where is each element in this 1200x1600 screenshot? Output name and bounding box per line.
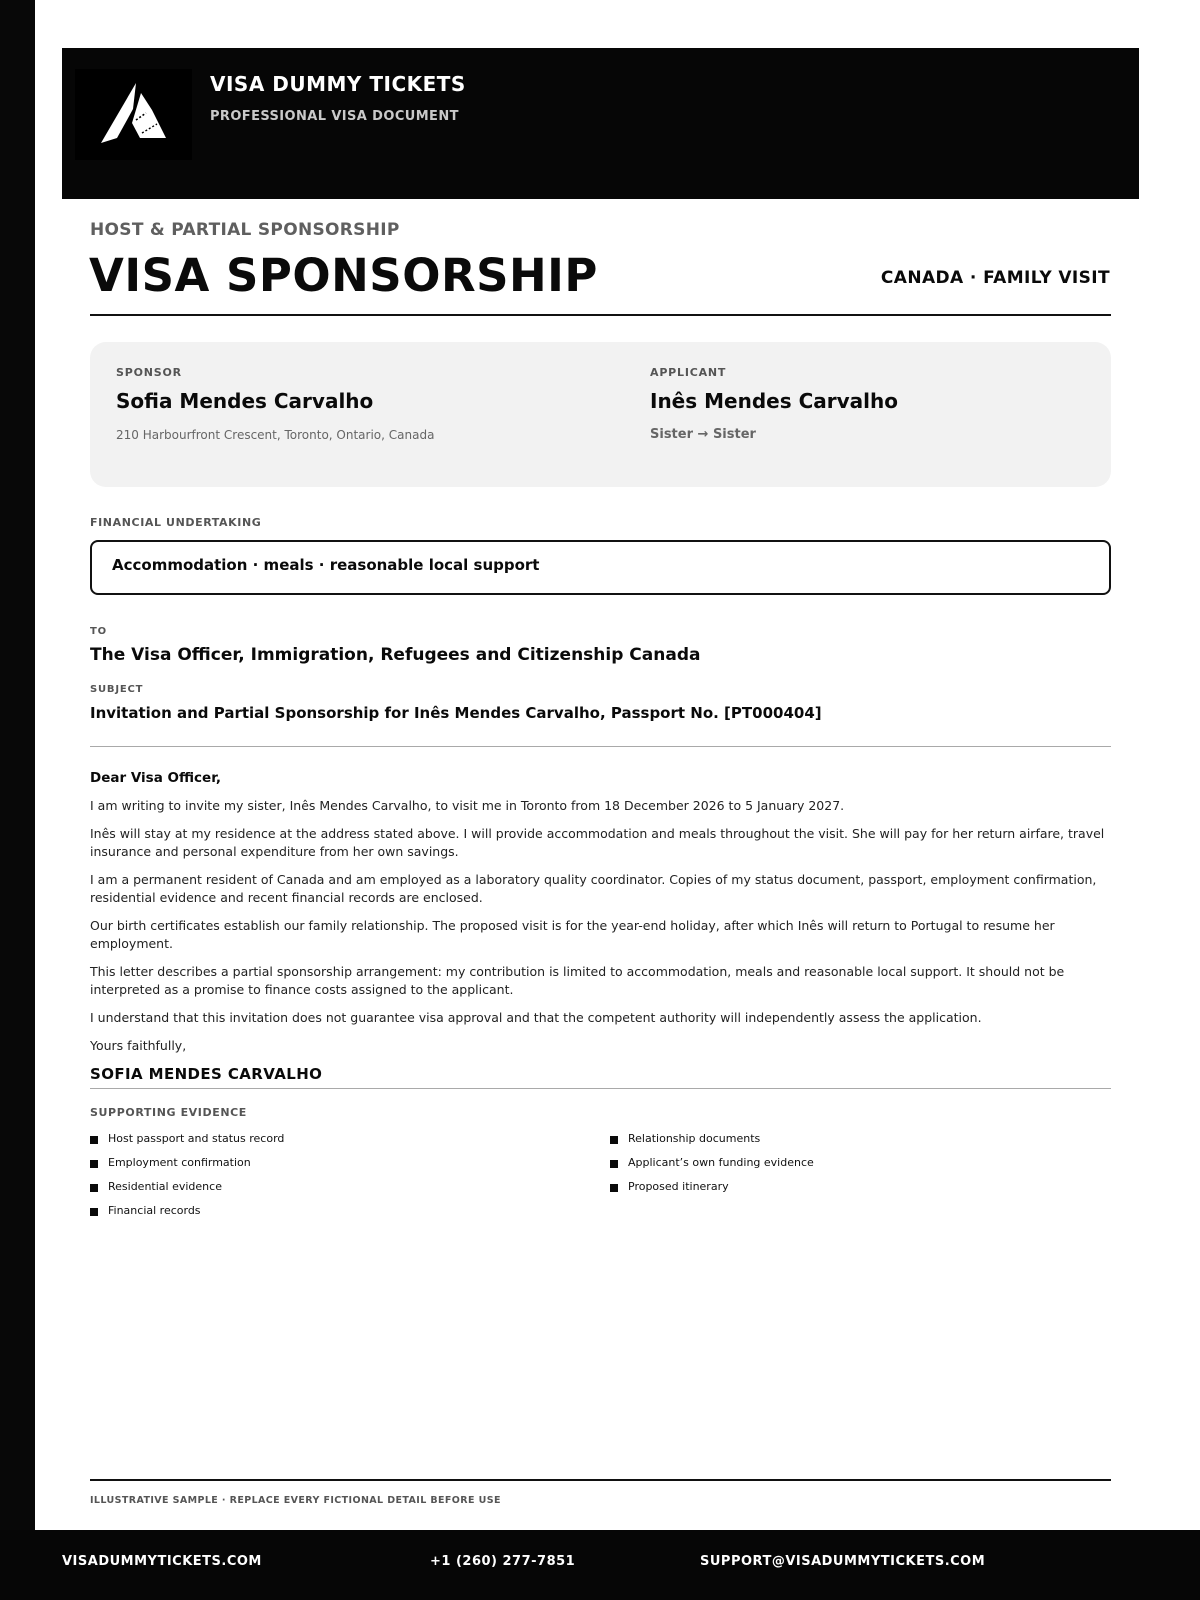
signature-name: SOFIA MENDES CARVALHO: [90, 1065, 323, 1083]
evidence-divider: [90, 1088, 1111, 1089]
letter-paragraph: I am a permanent resident of Canada and am employed as a laboratory quality coordinator. Copies of my status document, passport, employment confirmation, residential evidence and recent financial records are enclosed.: [90, 872, 1097, 905]
evidence-text: Host passport and status record: [108, 1132, 285, 1145]
letter-paragraph: Our birth certificates establish our family relationship. The proposed visit is for the year-end holiday, after which Inês will return to Portugal to resume her employment.: [90, 918, 1055, 951]
evidence-list-left: [90, 1131, 284, 1227]
website-link[interactable]: VISADUMMYTICKETS.COM: [62, 1554, 262, 1569]
letter-paragraph: I am writing to invite my sister, Inês Mendes Carvalho, to visit me in Toronto from 18 December 2026 to 5 January 2027.: [90, 798, 845, 813]
sponsor-block: [116, 366, 434, 442]
bullet-icon: [610, 1160, 618, 1168]
brand-tagline: PROFESSIONAL VISA DOCUMENT: [210, 109, 459, 124]
bullet-icon: [610, 1136, 618, 1144]
applicant-label: APPLICANT: [650, 366, 727, 379]
to-label: TO: [90, 626, 107, 637]
bullet-icon: [90, 1184, 98, 1192]
subject-line: Invitation and Partial Sponsorship for Inês Mendes Carvalho, Passport No. [PT000404]: [90, 704, 822, 722]
letter-body: [90, 769, 1111, 1083]
document-destination: CANADA · FAMILY VISIT: [880, 268, 1110, 288]
document-kicker: HOST & PARTIAL SPONSORSHIP: [90, 220, 400, 240]
phone-link[interactable]: +1 (260) 277-7851: [430, 1554, 576, 1569]
sponsor-name: Sofia Mendes Carvalho: [116, 389, 374, 413]
sponsor-label: SPONSOR: [116, 366, 182, 379]
list-item: [90, 1179, 284, 1203]
evidence-text: Relationship documents: [628, 1132, 761, 1145]
list-item: [90, 1203, 284, 1227]
bullet-icon: [90, 1160, 98, 1168]
undertaking-text: Accommodation · meals · reasonable local support: [112, 556, 540, 574]
bullet-icon: [610, 1184, 618, 1192]
letter-paragraph: This letter describes a partial sponsorship arrangement: my contribution is limited to accommodation, meals and reasonable local support. It should not be interpreted as a promise to finance costs assigned to the applicant.: [90, 964, 1065, 997]
salutation: Dear Visa Officer,: [90, 770, 222, 786]
letter-paragraph: I understand that this invitation does not guarantee visa approval and that the competent authority will independently assess the application.: [90, 1010, 982, 1025]
bullet-icon: [90, 1136, 98, 1144]
left-accent-bar: [0, 0, 35, 1600]
list-item: [90, 1131, 284, 1155]
disclaimer-note: ILLUSTRATIVE SAMPLE · REPLACE EVERY FICTIONAL DETAIL BEFORE USE: [90, 1495, 501, 1506]
triangle-ticket-logo-icon: [100, 80, 168, 148]
list-item: [610, 1131, 814, 1155]
evidence-text: Employment confirmation: [108, 1156, 251, 1169]
closing: Yours faithfully,: [90, 1038, 187, 1053]
list-item: [610, 1179, 814, 1203]
contact-bar: [0, 1530, 1200, 1600]
applicant-relationship: Sister → Sister: [650, 427, 756, 442]
undertaking-label: FINANCIAL UNDERTAKING: [90, 516, 262, 529]
sponsor-address: 210 Harbourfront Crescent, Toronto, Ontario, Canada: [116, 428, 435, 442]
brand-name: VISA DUMMY TICKETS: [210, 72, 466, 96]
letter-paragraph: Inês will stay at my residence at the address stated above. I will provide accommodation and meals throughout the visit. She will pay for her return airfare, travel insurance and personal expenditure from her own savings.: [90, 826, 1105, 859]
evidence-list-right: [610, 1131, 814, 1203]
evidence-text: Proposed itinerary: [628, 1180, 729, 1193]
email-link[interactable]: SUPPORT@VISADUMMYTICKETS.COM: [700, 1554, 986, 1569]
bullet-icon: [90, 1208, 98, 1216]
evidence-text: Residential evidence: [108, 1180, 222, 1193]
evidence-text: Financial records: [108, 1204, 201, 1217]
brand-logo: [75, 69, 192, 160]
evidence-text: Applicant’s own funding evidence: [628, 1156, 814, 1169]
undertaking-box: [90, 540, 1111, 595]
list-item: [610, 1155, 814, 1179]
title-divider: [90, 314, 1111, 316]
letter-divider: [90, 746, 1111, 747]
document-title: VISA SPONSORSHIP: [89, 249, 598, 302]
applicant-block: [650, 366, 898, 442]
recipient: The Visa Officer, Immigration, Refugees and Citizenship Canada: [90, 645, 701, 665]
footer-divider: [90, 1479, 1111, 1481]
applicant-name: Inês Mendes Carvalho: [650, 389, 898, 413]
evidence-label: SUPPORTING EVIDENCE: [90, 1106, 247, 1119]
subject-label: SUBJECT: [90, 684, 144, 695]
brand-header: [62, 48, 1139, 199]
parties-card: [90, 342, 1111, 487]
list-item: [90, 1155, 284, 1179]
